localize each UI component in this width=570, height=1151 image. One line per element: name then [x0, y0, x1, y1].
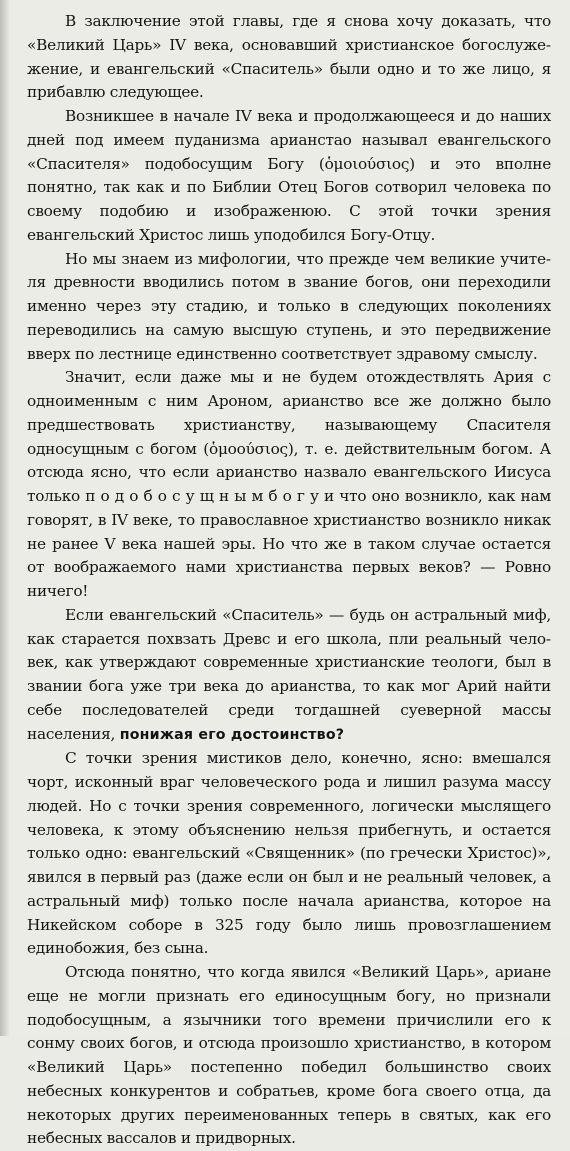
paragraph-3: Но мы знаем из мифологии, что прежде чем великие учителя древности вводились потом в звание богов, они переходили именно через эту стадию, и только в следующих поколениях переводились на самую высшую ступень, и это передвижение вверх по лестнице единственно соответствует здравому смыслу.: [27, 249, 551, 363]
paragraph-5-text: Если евангельский «Спаситель» — будь он астральный миф, как старается похвзать Древс и его школа, пли реальный человек, как утверждают современные христианские теологи, был в звании бога уже три века до арианства, то как мог Арий найти себе последователей среди тогдашней суеверной массы населения,: [27, 605, 551, 743]
paragraph-2: Возникшее в начале IV века и продолжающееся и до наших дней под имеем пуданизма арианстао называл евангельского «Спасителя» подобосущим Богу (ὁμοιούσιος) и это вполне понятно, так как и по Библии Отец Богов сотворил человека по своему подобию и изображенюю. С этой точки зрения евангельский Христос лишь уподобился Богу-Отцу.: [27, 107, 551, 244]
paragraph-5: [27, 604, 551, 748]
paragraph-4: Значит, если даже мы и не будем отождествлять Ария с одноименным с ним Ароном, арианство все же должно было предшествовать христианству, называющему Спасителя односущным с богом (ὁμοούσιος), т. е. действительным богом. А отсюда ясно, что если арианство назвало евангельского Иисуса только п о д о б о с у щ н ы м б о г у и что оно возникло, как нам говорят, в IV веке, то православное христианство возникло никак не ранее V века нашей эры. Но что же в таком случае остается от воображаемого нами христианства первых веков? — Ровно ничего!: [27, 368, 551, 600]
paragraph-1: В заключение этой главы, где я снова хочу доказать, что «Великий Царь» IV века, основавший христианское богослужежение, и евангельский «Спаситель» были одно и то же лицо, я прибавлю следующее.: [27, 12, 551, 102]
body-text: [27, 10, 551, 1151]
paragraph-5-bold-phrase: понижая его достоинство?: [119, 726, 345, 743]
paragraph-7: Отсюда понятно, что когда явился «Великий Царь», ариане еще не могли признать его единосущным богу, но признали подобосущным, а язычники того времени причислили его к сонму своих богов, и отсюда произошло христианство, в котором «Великий Царь» постепенно победил большинство своих небесных конкурентов и собратьев, кроме бога своего отца, да некоторых других переименованных теперь в святых, как его небесных вассалов и придворных.: [27, 963, 551, 1148]
paragraph-6: С точки зрения мистиков дело, конечно, ясно: вмешался чорт, исконный враг человеческого рода и лишил разума массу людей. Но с точки зрения современного, логически мыслящего человека, к этому объяснению нельзя прибегнуть, и остается только одно: евангельский «Священник» (по гречески Христос)», явился в первый раз (даже если он был и не реальный человек, а астральный миф) только после начала арианства, которое на Никейском соборе в 325 году было лишь провозглашением единобожия, без сына.: [27, 749, 551, 958]
